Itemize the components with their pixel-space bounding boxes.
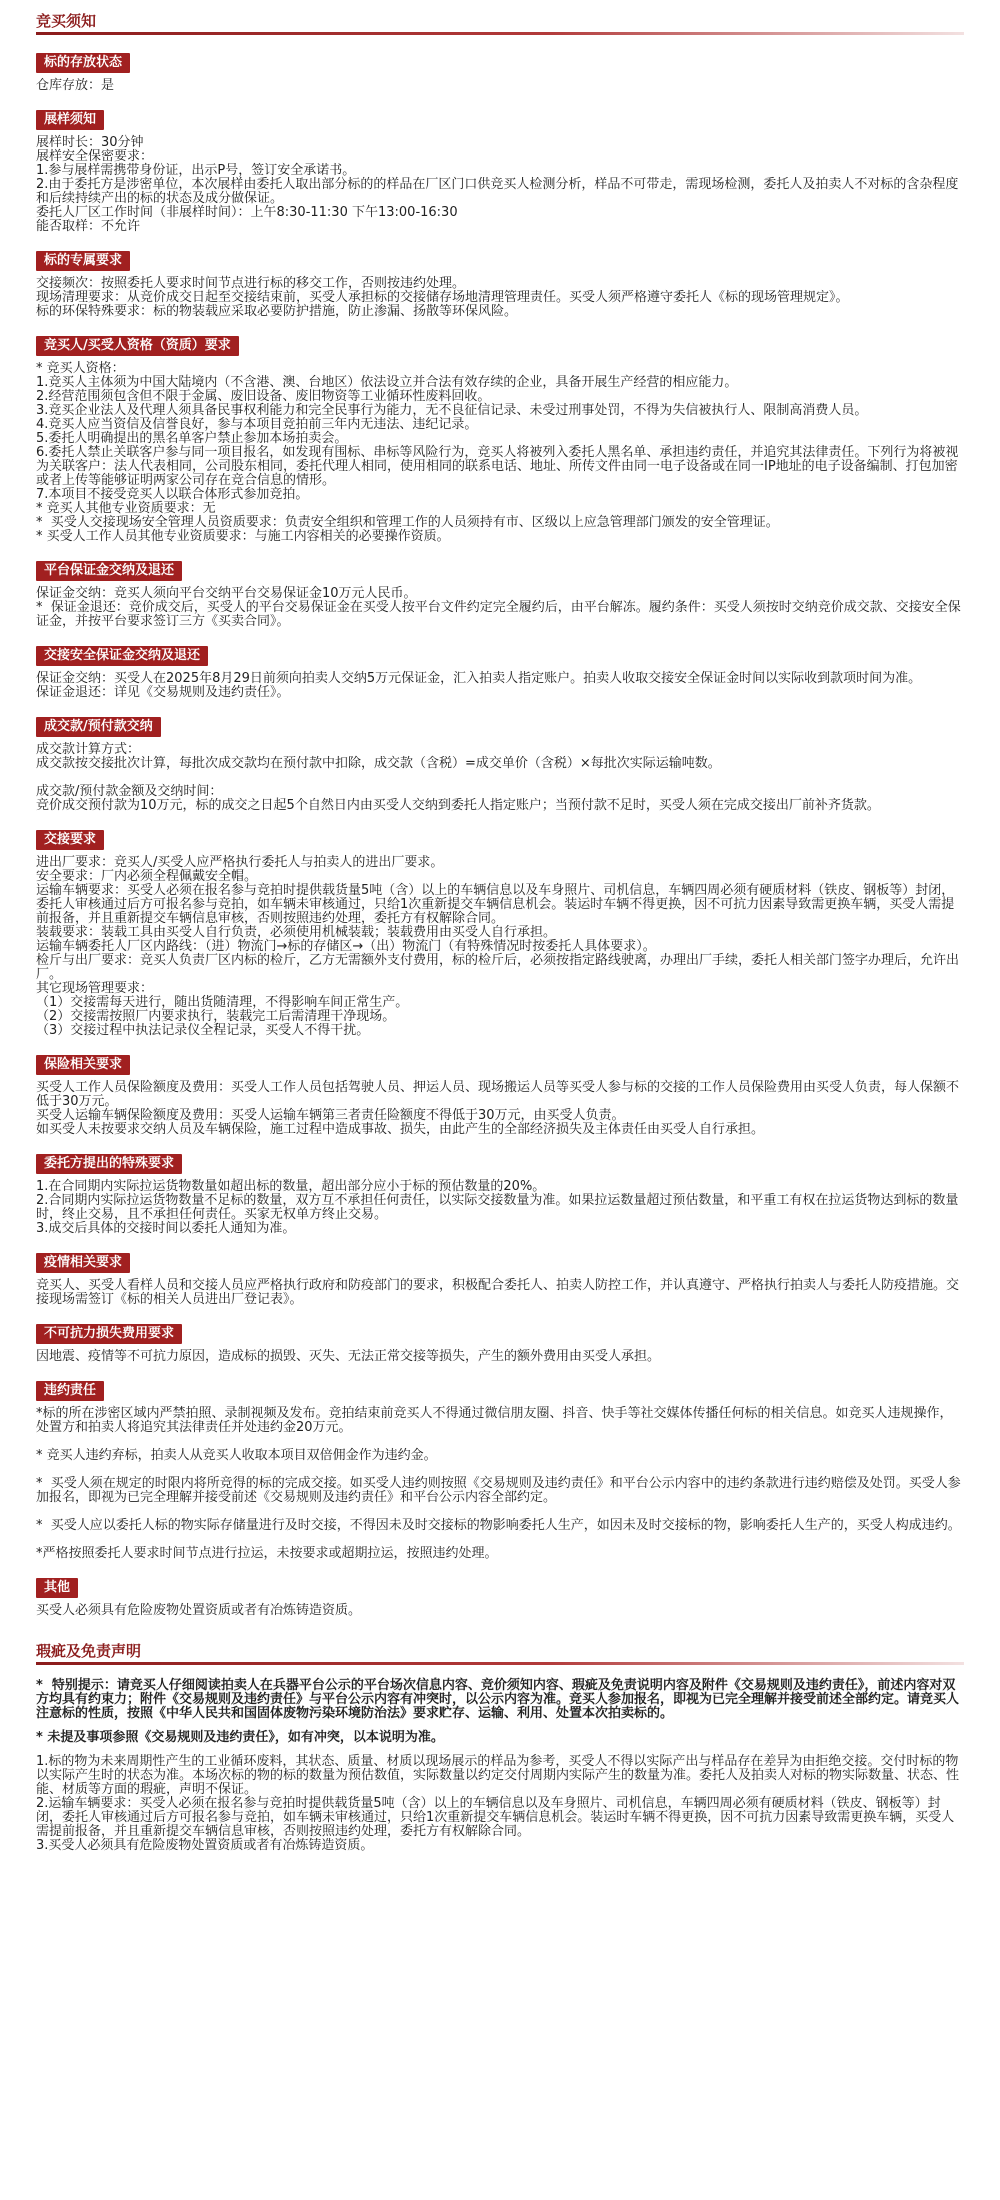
supplement-notice: * 未提及事项参照《交易规则及违约责任》，如有冲突，以本说明为准。	[36, 1730, 444, 1745]
notice-section	[36, 1055, 964, 1137]
notice-section	[36, 251, 964, 319]
section-text: 仓库存放：是	[36, 78, 115, 93]
section-text: * 竞买人资格： 1.竞买人主体须为中国大陆境内（不含港、澳、台地区）依法设立并合法有效存续的企业，具备开展生产经营的相应能力。 2.经营范围须包含但不限于金属、废旧设备、废旧物资等工业循环性废料回收。 3.竞买企业法人及代理人须具备民事权利能力和完全民事行为能力，无不良征信记录、未受过刑事处罚，不得为失信被执行人、限制高消费人员。 4.竞买人应当资信及信誉良好，参与本项目竞拍前三年内无违法、违纪记录。 5.委托人明确提出的黑名单客户禁止参加本场拍卖会。 6.委托人禁止关联客户参与同一项目报名，如发现有围标、串标等风险行为，竞买人将被列入委托人黑名单、承担违约责任，并追究其法律责任。下列行为将被视为关联客户：法人代表相同，公司股东相同，委托代理人相同，使用相同的联系电话、地址、所传文件由同一电子设备或在同一IP地址的电子设备编制、打包加密或者上传等能够证明两家公司存在竞合信息的情形。 7.本项目不接受竞买人以联合体形式参加竞拍。 * 竞买人其他专业资质要求：无 * 买受人交接现场安全管理人员资质要求：负责安全组织和管理工作的人员须持有市、区级以上应急管理部门颁发的安全管理证。 * 买受人工作人员其他专业资质要求：与施工内容相关的必要操作资质。	[36, 361, 959, 544]
section-label: 交接要求	[36, 830, 104, 850]
notice-sections	[36, 53, 964, 1618]
notice-section	[36, 1324, 964, 1364]
header-divider	[36, 1662, 964, 1665]
notice-header	[36, 14, 964, 35]
section-text: 进出厂要求：竞买人/买受人应严格执行委托人与拍卖人的进出厂要求。 安全要求：厂内必须全程佩戴安全帽。 运输车辆要求：买受人必须在报名参与竞拍时提供载货量5吨（含）以上的车辆信息以及车身照片、司机信息，车辆四周必须有硬质材料（铁皮、钢板等）封闭，委托人审核通过后方可报名参与竞拍，如车辆未审核通过，只给1次重新提交车辆信息机会。装运时车辆不得更换，因不可抗力因素导致需更换车辆，买受人需提前报备，并且重新提交车辆信息审核，否则按照违约处理，委托方有权解除合同。 装载要求：装载工具由买受人自行负责，必须使用机械装载；装载费用由买受人自行承担。 运输车辆委托人厂区内路线：（进）物流门→标的存储区→（出）物流门（有特殊情况时按委托人具体要求）。 检斤与出厂要求：竞买人负责厂区内标的检斤，乙方无需额外支付费用，标的检斤后，必须按指定路线驶离，办理出厂手续，委托人相关部门签字办理后，允许出厂。 其它现场管理要求： （1）交接需每天进行，随出货随清理，不得影响车间正常生产。 （2）交接需按照厂内要求执行，装载完工后需清理干净现场。 （3）交接过程中执法记录仪全程记录，买受人不得干扰。	[36, 855, 960, 1038]
notice-section	[36, 53, 964, 93]
section-label: 竞买人/买受人资格（资质）要求	[36, 336, 239, 356]
notice-section	[36, 646, 964, 700]
section-label: 保险相关要求	[36, 1055, 130, 1075]
section-label: 展样须知	[36, 110, 104, 130]
section-text: 保证金交纳：竞买人须向平台交纳平台交易保证金10万元人民币。 * 保证金退还：竞价成交后，买受人的平台交易保证金在买受人按平台文件约定完全履约后，由平台解冻。履约条件：买受人须按时交纳竞价成交款、交接安全保证金，并按平台要求签订三方《买卖合同》。	[36, 586, 961, 629]
disclaimer-body	[36, 1679, 964, 1853]
section-label: 成交款/预付款交纳	[36, 717, 161, 737]
section-text: 成交款计算方式： 成交款按交接批次计算，每批次成交款均在预付款中扣除，成交款（含税）=成交单价（含税）×每批次实际运输吨数。 成交款/预付款金额及交纳时间： 竞价成交预付款为10万元，标的成交之日起5个自然日内由买受人交纳到委托人指定账户；当预付款不足时，买受人须在完成交接出厂前补齐货款。	[36, 742, 880, 813]
section-label: 违约责任	[36, 1381, 104, 1401]
section-label: 其他	[36, 1578, 78, 1598]
section-label: 疫情相关要求	[36, 1253, 130, 1273]
section-text: *标的所在涉密区域内严禁拍照、录制视频及发布。竞拍结束前竞买人不得通过微信朋友圈、抖音、快手等社交媒体传播任何标的相关信息。如竞买人违规操作，处置方和拍卖人将追究其法律责任并处违约金20万元。 * 竞买人违约弃标，拍卖人从竞买人收取本项目双倍佣金作为违约金。 * 买受人须在规定的时限内将所竞得的标的完成交接。如买受人违约则按照《交易规则及违约责任》和平台公示内容中的违约条款进行违约赔偿及处罚。买受人参加报名，即视为已完全理解并接受前述《交易规则及违约责任》和平台公示内容全部约定。 * 买受人应以委托人标的物实际存储量进行及时交接，不得因未及时交接标的物影响委托人生产，如因未及时交接标的物，影响委托人生产的，买受人构成违约。 *严格按照委托人要求时间节点进行拉运，未按要求或超期拉运，按照违约处理。	[36, 1406, 961, 1561]
notice-section	[36, 717, 964, 813]
notice-section	[36, 830, 964, 1038]
section-label: 平台保证金交纳及退还	[36, 561, 182, 581]
section-text: 展样时长：30分钟 展样安全保密要求： 1.参与展样需携带身份证，出示P号，签订安全承诺书。 2.由于委托方是涉密单位，本次展样由委托人取出部分标的的样品在厂区门口供竞买人检测分析，样品不可带走，需现场检测，委托人及拍卖人不对标的含杂程度和后续持续产出的标的状态及成分做保证。 委托人厂区工作时间（非展样时间）：上午8:30-11:30 下午13:00-16:30 能否取样：不允许	[36, 135, 959, 234]
section-label: 标的存放状态	[36, 53, 130, 73]
notice-section	[36, 110, 964, 234]
section-text: 交接频次：按照委托人要求时间节点进行标的移交工作，否则按违约处理。 现场清理要求：从竞价成交日起至交接结束前，买受人承担标的交接储存场地清理管理责任。买受人须严格遵守委托人《标的现场管理规定》。 标的环保特殊要求：标的物装载应采取必要防护措施，防止渗漏、扬散等环保风险。	[36, 276, 849, 319]
notice-section	[36, 1154, 964, 1236]
section-label: 标的专属要求	[36, 251, 130, 271]
section-text: 竞买人、买受人看样人员和交接人员应严格执行政府和防疫部门的要求，积极配合委托人、拍卖人防控工作，并认真遵守、严格执行拍卖人与委托人防疫措施。交接现场需签订《标的相关人员进出厂登记表》。	[36, 1278, 960, 1307]
notice-section	[36, 561, 964, 629]
section-label: 交接安全保证金交纳及退还	[36, 646, 208, 666]
notice-section	[36, 1578, 964, 1618]
section-label: 委托方提出的特殊要求	[36, 1154, 182, 1174]
disclaimer-header	[36, 1644, 964, 1665]
notice-section	[36, 1381, 964, 1561]
section-text: 因地震、疫情等不可抗力原因，造成标的损毁、灭失、无法正常交接等损失，产生的额外费用由买受人承担。	[36, 1349, 661, 1364]
section-text: 买受人工作人员保险额度及费用：买受人工作人员包括驾驶人员、押运人员、现场搬运人员等买受人参与标的交接的工作人员保险费用由买受人负责，每人保额不低于30万元。 买受人运输车辆保险额度及费用：买受人运输车辆第三者责任险额度不得低于30万元，由买受人负责。 如买受人未按要求交纳人员及车辆保险，施工过程中造成事故、损失，由此产生的全部经济损失及主体责任由买受人自行承担。	[36, 1080, 960, 1137]
notice-section	[36, 1253, 964, 1307]
section-text: 买受人必须具有危险废物处置资质或者有冶炼铸造资质。	[36, 1603, 362, 1618]
section-label: 不可抗力损失费用要求	[36, 1324, 182, 1344]
disclaimer-title: 瑕疵及免责声明	[36, 1642, 142, 1660]
special-notice: * 特别提示：请竞买人仔细阅读拍卖人在兵器平台公示的平台场次信息内容、竞价须知内容、瑕疵及免责说明内容及附件《交易规则及违约责任》，前述内容对双方均具有约束力；附件《交易规则及违约责任》与平台公示内容有冲突时，以公示内容为准。竞买人参加报名，即视为已完全理解并接受前述全部约定。请竞买人注意标的性质，按照《中华人民共和国固体废物污染环境防治法》要求贮存、运输、利用、处置本次拍卖标的。	[36, 1678, 960, 1721]
section-text: 1.在合同期内实际拉运货物数量如超出标的数量，超出部分应小于标的预估数量的20%。 2.合同期内实际拉运货物数量不足标的数量，双方互不承担任何责任，以实际交接数量为准。如果拉运数量超过预估数量，和平重工有权在拉运货物达到标的数量时，终止交易，且不承担任何责任。买家无权单方终止交易。 3.成交后具体的交接时间以委托人通知为准。	[36, 1179, 959, 1236]
section-text: 保证金交纳：买受人在2025年8月29日前须向拍卖人交纳5万元保证金，汇入拍卖人指定账户。拍卖人收取交接安全保证金时间以实际收到款项时间为准。 保证金退还：详见《交易规则及违约责任》。	[36, 671, 922, 700]
header-divider	[36, 32, 964, 35]
notice-section	[36, 336, 964, 544]
notice-title: 竞买须知	[36, 12, 97, 30]
disclaimer-text: 1.标的物为未来周期性产生的工业循环废料，其状态、质量、材质以现场展示的样品为参考，买受人不得以实际产出与样品存在差异为由拒绝交接。交付时标的物以实际产生时的状态为准。本场次标的物的标的数量为预估数值，实际数量以约定交付周期内实际产生的数量为准。委托人及拍卖人对标的物实际数量、状态、性能、材质等方面的瑕疵，声明不保证。 2.运输车辆要求：买受人必须在报名参与竞拍时提供载货量5吨（含）以上的车辆信息以及车身照片、司机信息，车辆四周必须有硬质材料（铁皮、钢板等）封闭，委托人审核通过后方可报名参与竞拍，如车辆未审核通过，只给1次重新提交车辆信息机会。装运时车辆不得更换，因不可抗力因素导致需更换车辆，买受人需提前报备，并且重新提交车辆信息审核，否则按照违约处理，委托方有权解除合同。 3.买受人必须具有危险废物处置资质或者有冶炼铸造资质。	[36, 1754, 960, 1853]
